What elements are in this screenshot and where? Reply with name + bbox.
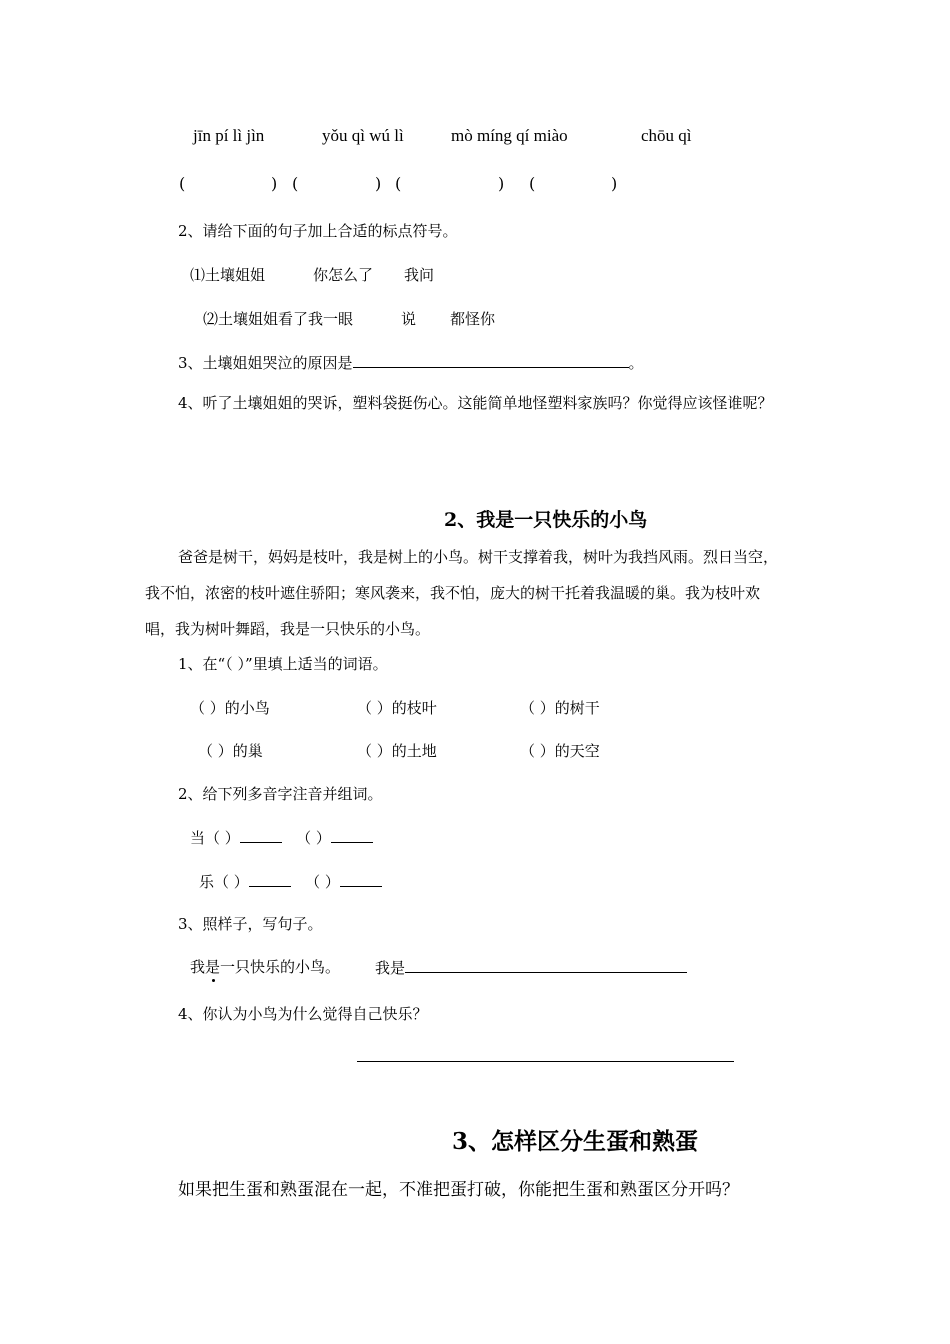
paren-close-1: ) [271,174,278,193]
s2-q1-row1-item3: （ ）的树干 [520,699,600,717]
answer-line[interactable] [353,351,629,368]
s1-question-2: 2、请给下面的句子加上合适的标点符号。 [178,222,458,240]
answer-line[interactable] [240,826,282,843]
pinyin-paren: （ ） [296,829,331,847]
section3-paragraph: 如果把生蛋和熟蛋混在一起，不准把蛋打破，你能把生蛋和熟蛋区分开吗？ [178,1180,739,1200]
answer-line[interactable] [340,870,382,887]
s2-q3-example [190,956,340,977]
paren-close-4: ) [611,174,618,193]
s2-q1-row2-item2: （ ）的土地 [357,742,437,760]
s2-q3-prompt [375,956,687,978]
s1-q2-sentence1-a: ⑴土壤姐姐 [190,266,266,284]
s2-q1-row2-item3: （ ）的天空 [520,742,600,760]
pinyin-3: mò míng qí miào [451,126,568,145]
s1-question-3-end: 。 [628,354,644,372]
pinyin-paren: （ ） [214,873,249,891]
pinyin-paren: （ ） [205,829,240,847]
paren-open-1: ( [179,174,186,193]
polyphone-char: 当 [190,829,206,847]
s2-q1-row2-item1: （ ）的巢 [198,742,263,760]
section2-para-line-3: 唱，我为树叶舞蹈，我是一只快乐的小鸟。 [145,620,431,638]
s1-q2-sentence1-b: 你怎么了 [313,266,374,284]
prompt-text: 我是 [375,959,406,977]
example-post: 一只快乐的小鸟。 [220,958,341,976]
s1-question-4: 4、听了土壤姐姐的哭诉，塑料袋挺伤心。这能简单地怪塑料家族吗？你觉得应该怪谁呢？ [178,394,773,412]
pinyin-paren: （ ） [305,873,340,891]
pinyin-4: chōu qì [641,126,692,145]
s2-question-1: 1、在“（ ）”里填上适当的词语。 [178,655,388,673]
polyphone-char: 乐 [199,873,215,891]
s2-question-2: 2、给下列多音字注音并组词。 [178,785,383,803]
s2-q1-row1-item1: （ ）的小鸟 [190,699,270,717]
paren-open-4: ( [529,174,536,193]
answer-line[interactable] [249,870,291,887]
section3-title: 3、怎样区分生蛋和熟蛋 [452,1128,699,1155]
pinyin-1: jīn pí lì jìn [193,126,265,145]
answer-line[interactable] [405,956,687,973]
section2-para-line-2: 我不怕，浓密的枝叶遮住骄阳；寒风袭来，我不怕，庞大的树干托着我温暖的巢。我为枝叶欢 [145,584,761,602]
section2-title: 2、我是一只快乐的小鸟 [444,509,648,531]
s2-question-4: 4、你认为小鸟为什么觉得自己快乐？ [178,1005,428,1023]
s1-q2-sentence2-b: 说 [401,310,417,328]
section2-para-line-1: 爸爸是树干，妈妈是枝叶，我是树上的小鸟。树干支撑着我，树叶为我挡风雨。烈日当空， [178,548,779,566]
s2-q2-row-dang [190,826,373,848]
s1-question-3 [178,351,644,373]
example-pre: 我 [190,958,206,976]
answer-line[interactable] [331,826,373,843]
pinyin-2: yǒu qì wú lì [322,126,404,145]
s2-q1-row1-item2: （ ）的枝叶 [357,699,437,717]
paren-open-2: ( [292,174,299,193]
example-emphasis: 是 [205,958,221,976]
s1-question-3-text: 3、土壤姐姐哭泣的原因是 [178,354,353,372]
answer-line[interactable] [357,1061,734,1062]
paren-close-3: ) [498,174,505,193]
s2-question-3: 3、照样子，写句子。 [178,915,323,933]
s2-q2-row-le [199,870,382,892]
s1-q2-sentence2-c: 都怪你 [450,310,496,328]
paren-open-3: ( [395,174,402,193]
paren-close-2: ) [375,174,382,193]
s1-q2-sentence2-a: ⑵土壤姐姐看了我一眼 [203,310,354,328]
s1-q2-sentence1-c: 我问 [404,266,435,284]
